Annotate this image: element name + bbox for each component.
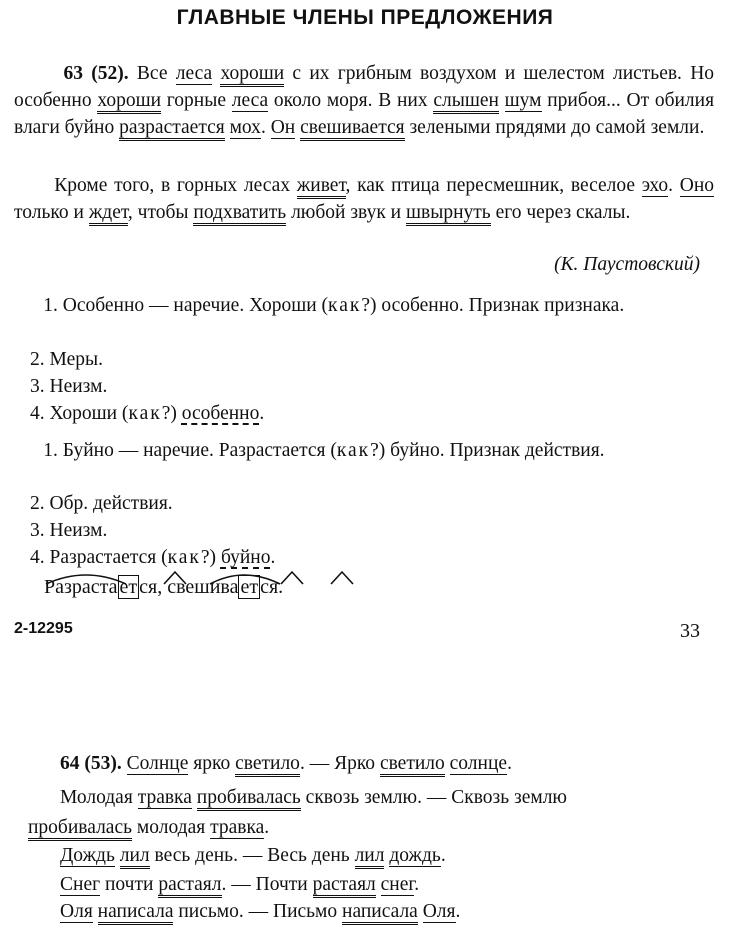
analysis-1-line-1 bbox=[14, 292, 714, 319]
predicate-word: лил bbox=[120, 845, 150, 869]
predicate-word: слышен bbox=[433, 90, 499, 114]
adverbial-word: буйно bbox=[220, 547, 271, 568]
analysis-text: . bbox=[270, 547, 276, 568]
exercise-63-paragraph-1 bbox=[14, 60, 714, 141]
exercise-64-line-2 bbox=[60, 784, 567, 811]
predicate-word: швырнуть bbox=[406, 202, 491, 226]
plain-text: зелеными прядями до самой земли. bbox=[409, 117, 705, 138]
page-title: ГЛАВНЫЕ ЧЛЕНЫ ПРЕДЛОЖЕНИЯ bbox=[176, 6, 554, 29]
plain-text: горные bbox=[166, 90, 226, 111]
analysis-1-line-4 bbox=[30, 400, 264, 427]
subject-word: Оно bbox=[679, 175, 715, 196]
plain-text: письмо. — Письмо bbox=[178, 901, 338, 922]
predicate-word: растаял bbox=[158, 874, 221, 898]
subject-word: мох bbox=[229, 117, 261, 138]
exercise-63-number: 63 (52). bbox=[63, 63, 129, 84]
subject-word: Оля bbox=[60, 901, 93, 922]
predicate-word: пробивалась bbox=[197, 787, 301, 811]
author-citation: (К. Паустовский) bbox=[554, 254, 700, 275]
morpheme-root: Разраста bbox=[44, 576, 118, 598]
analysis-text: 4. Разрастается ( bbox=[30, 547, 168, 568]
morpheme-root: свешива bbox=[167, 576, 239, 598]
plain-text: любой звук и bbox=[291, 202, 402, 223]
subject-word: травка bbox=[137, 787, 192, 808]
plain-text: . bbox=[455, 901, 461, 922]
print-code: 2-12295 bbox=[14, 620, 73, 637]
plain-text: молодая bbox=[136, 817, 206, 838]
analysis-text: ?) буйно. Признак действия. bbox=[370, 440, 605, 461]
predicate-word: светило bbox=[380, 753, 445, 777]
morpheme-suffix: ся, bbox=[139, 576, 163, 598]
predicate-word: растаял bbox=[313, 874, 376, 898]
predicate-word: свешивается bbox=[300, 117, 405, 141]
plain-text: сквозь землю. — Сквозь землю bbox=[305, 787, 567, 808]
morpheme-suffix: ся. bbox=[260, 576, 284, 598]
plain-text: ярко bbox=[193, 753, 231, 774]
predicate-word: написала bbox=[342, 901, 418, 925]
plain-text: , как птица пересмешник, веселое bbox=[345, 175, 636, 196]
analysis-text: 1. Особенно — наречие. Хороши ( bbox=[43, 295, 329, 316]
analysis-text: . bbox=[259, 403, 265, 424]
plain-text: . bbox=[507, 753, 512, 774]
plain-text: . bbox=[440, 845, 446, 866]
analysis-text: 1. Буйно — наречие. Разрастается ( bbox=[43, 440, 337, 461]
analysis-text: 4. Хороши ( bbox=[30, 403, 129, 424]
exercise-64-line-3 bbox=[28, 814, 269, 841]
predicate-word: лил bbox=[355, 845, 385, 869]
predicate-word: светило bbox=[235, 753, 300, 777]
plain-text: . bbox=[264, 817, 270, 838]
subject-word: Он bbox=[270, 117, 296, 138]
analysis-1-line-3: 3. Неизм. bbox=[30, 376, 108, 397]
analysis-text: ?) особенно. Признак признака. bbox=[361, 295, 625, 316]
subject-word: солнце bbox=[449, 753, 508, 774]
morpheme-ending: ет bbox=[240, 576, 259, 598]
adverbial-word: особенно bbox=[181, 403, 260, 424]
analysis-text: ?) bbox=[161, 403, 177, 424]
plain-text: Кроме того, в горных лесах bbox=[54, 175, 291, 196]
predicate-word: разрастается bbox=[119, 117, 225, 141]
subject-word: эхо bbox=[641, 175, 669, 196]
analysis-2-line-3: 3. Неизм. bbox=[30, 520, 108, 541]
spaced-question: как bbox=[328, 295, 362, 316]
exercise-64-line-6 bbox=[60, 898, 460, 925]
predicate-word: написала bbox=[98, 901, 174, 925]
predicate-word: пробивалась bbox=[28, 817, 132, 841]
subject-word: дождь bbox=[389, 845, 441, 866]
analysis-1-line-2: 2. Меры. bbox=[30, 349, 103, 370]
plain-text: . — Почти bbox=[221, 874, 308, 895]
spaced-question: как bbox=[128, 403, 162, 424]
subject-word: Солнце bbox=[126, 753, 189, 774]
subject-word: шум bbox=[504, 90, 542, 111]
analysis-2-line-2: 2. Обр. действия. bbox=[30, 493, 173, 514]
word: Все bbox=[136, 63, 168, 84]
page-number: 33 bbox=[680, 620, 700, 642]
plain-text: только и bbox=[14, 202, 84, 223]
spaced-question: как bbox=[167, 547, 201, 568]
plain-text: Молодая bbox=[60, 787, 133, 808]
spaced-question: как bbox=[336, 440, 371, 461]
analysis-2-line-1 bbox=[14, 437, 714, 464]
suffix-caret-icon bbox=[331, 572, 353, 584]
plain-text: . bbox=[414, 874, 420, 895]
predicate-word: подхватить bbox=[193, 202, 286, 226]
subject-word: Оля bbox=[422, 901, 456, 922]
exercise-64-line-1 bbox=[60, 750, 512, 777]
exercise-64-line-5 bbox=[60, 871, 419, 898]
subject-word: леса bbox=[231, 90, 269, 111]
predicate-word: хороши bbox=[220, 63, 284, 87]
morpheme-ending: ет bbox=[119, 576, 138, 598]
morphemic-analysis bbox=[44, 576, 283, 599]
exercise-63-paragraph-2 bbox=[14, 172, 714, 226]
plain-text: с их грибным воздухом и шелестом листьев. Но особенно bbox=[14, 63, 715, 111]
subject-word: травка bbox=[210, 817, 265, 838]
plain-text: . bbox=[260, 117, 266, 138]
plain-text: прибоя... От обилия влаги буйно bbox=[14, 90, 715, 138]
plain-text: , чтобы bbox=[127, 202, 189, 223]
plain-text: его через скалы. bbox=[495, 202, 631, 223]
subject-word: Дождь bbox=[60, 845, 115, 866]
subject-word: снег bbox=[380, 874, 415, 895]
predicate-word: живет bbox=[297, 175, 346, 199]
predicate-word: хороши bbox=[97, 90, 161, 114]
plain-text: весь день. — Весь день bbox=[154, 845, 350, 866]
plain-text: . — Ярко bbox=[299, 753, 376, 774]
exercise-64-number: 64 (53). bbox=[60, 753, 122, 774]
analysis-text: ?) bbox=[200, 547, 217, 568]
predicate-word: ждет bbox=[89, 202, 128, 226]
plain-text: . bbox=[668, 175, 674, 196]
suffix-caret-icon bbox=[281, 572, 303, 584]
subject-word: Снег bbox=[60, 874, 101, 895]
plain-text: около моря. В них bbox=[273, 90, 428, 111]
plain-text: почти bbox=[104, 874, 154, 895]
exercise-64-line-4 bbox=[60, 842, 446, 869]
subject-word: леса bbox=[175, 63, 213, 84]
